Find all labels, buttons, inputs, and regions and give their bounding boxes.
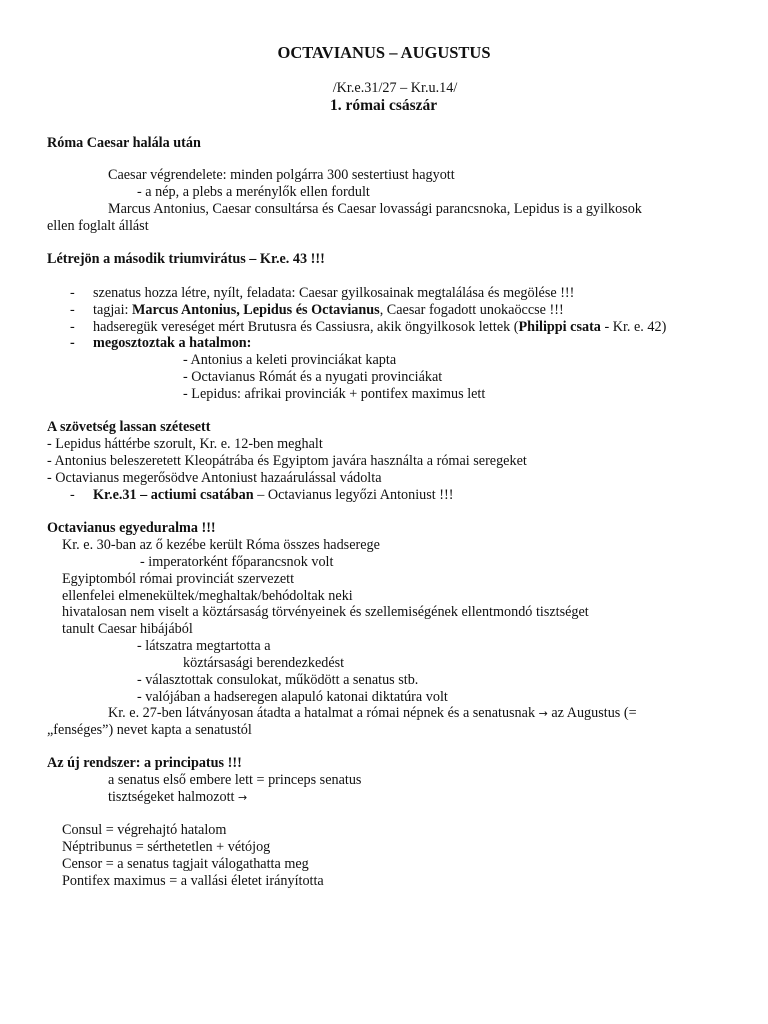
text-line: - a nép, a plebs a merénylők ellen fordult <box>137 184 370 200</box>
text-line: Kr. e. 27-ben látványosan átadta a hatalmat a római népnek és a senatusnak → az Augustus (= <box>108 705 637 721</box>
date-range: /Kr.e.31/27 – Kr.u.14/ <box>332 80 458 96</box>
text-line: - választottak consulokat, működött a senatus stb. <box>137 672 419 688</box>
text-line: Pontifex maximus = a vallási életet irányította <box>62 873 324 889</box>
section-heading-triumvirate: Létrejön a második triumvirátus – Kr.e. 43 !!! <box>47 251 325 267</box>
text-line: Censor = a senatus tagjait válogathatta meg <box>62 856 309 872</box>
section-heading-sole-rule: Octavianus egyeduralma !!! <box>47 520 216 536</box>
text-line: Consul = végrehajtó hatalom <box>62 822 227 838</box>
section-heading-principate: Az új rendszer: a principatus !!! <box>47 755 242 771</box>
sub-item: - Lepidus: afrikai provinciák + pontifex maximus lett <box>183 386 486 402</box>
text-line: Marcus Antonius, Caesar consultársa és Caesar lovassági parancsnoka, Lepidus is a gyilkosok <box>108 201 642 217</box>
text-line: hivatalosan nem viselt a köztársaság törvényeinek és szellemiségének ellentmondó tisztséget <box>62 604 589 620</box>
bullet-dash: - <box>70 285 75 301</box>
section-heading-caesar-death: Róma Caesar halála után <box>47 135 201 151</box>
text-line: a senatus első embere lett = princeps senatus <box>108 772 362 788</box>
text-line: - Antonius beleszeretett Kleopátrába és Egyiptom javára használta a római seregeket <box>47 453 527 469</box>
text-line: - látszatra megtartotta a <box>137 638 271 654</box>
text-line: Caesar végrendelete: minden polgárra 300 sestertiust hagyott <box>108 167 455 183</box>
bullet-item: szenatus hozza létre, nyílt, feladata: Caesar gyilkosainak megtalálása és megölése !!! <box>93 285 575 301</box>
text-line: köztársasági berendezkedést <box>183 655 345 671</box>
section-heading-alliance: A szövetség lassan szétesett <box>47 419 211 435</box>
bullet-dash: - <box>70 335 75 351</box>
page-title: OCTAVIANUS – AUGUSTUS <box>277 43 491 62</box>
text-line: tisztségeket halmozott → <box>108 789 248 805</box>
bullet-item: hadseregük vereséget mért Brutusra és Cassiusra, akik öngyilkosok lettek (Philippi csata - Kr. e. 42) <box>93 319 667 335</box>
bullet-item: Kr.e.31 – actiumi csatában – Octavianus legyőzi Antoniust !!! <box>93 487 454 503</box>
sub-item: - Octavianus Rómát és a nyugati provinciákat <box>183 369 443 385</box>
right-arrow-icon: → <box>538 707 548 720</box>
text-line: „fenséges”) nevet kapta a senatustól <box>47 722 252 738</box>
text-line: - valójában a hadseregen alapuló katonai diktatúra volt <box>137 689 448 705</box>
text-line: - imperatorként főparancsnok volt <box>140 554 334 570</box>
bullet-dash: - <box>70 319 75 335</box>
text-line: Kr. e. 30-ban az ő kezébe került Róma összes hadserege <box>62 537 380 553</box>
text-line: - Lepidus háttérbe szorult, Kr. e. 12-ben meghalt <box>47 436 323 452</box>
text-line: ellenfelei elmenekültek/meghaltak/behódoltak neki <box>62 588 353 604</box>
text-line: tanult Caesar hibájából <box>62 621 193 637</box>
text-line: Egyiptomból római provinciát szervezett <box>62 571 295 587</box>
text-line: Néptribunus = sérthetetlen + vétójog <box>62 839 271 855</box>
bullet-item: megosztoztak a hatalmon: <box>93 335 252 351</box>
bullet-dash: - <box>70 302 75 318</box>
page-subtitle: 1. római császár <box>330 97 438 114</box>
text-line: - Octavianus megerősödve Antoniust hazaárulással vádolta <box>47 470 382 486</box>
bullet-dash: - <box>70 487 75 503</box>
sub-item: - Antonius a keleti provinciákat kapta <box>183 352 397 368</box>
right-arrow-icon: → <box>238 791 248 804</box>
text-line: ellen foglalt állást <box>47 218 149 234</box>
bullet-item: tagjai: Marcus Antonius, Lepidus és Octavianus, Caesar fogadott unokaöccse !!! <box>93 302 564 318</box>
